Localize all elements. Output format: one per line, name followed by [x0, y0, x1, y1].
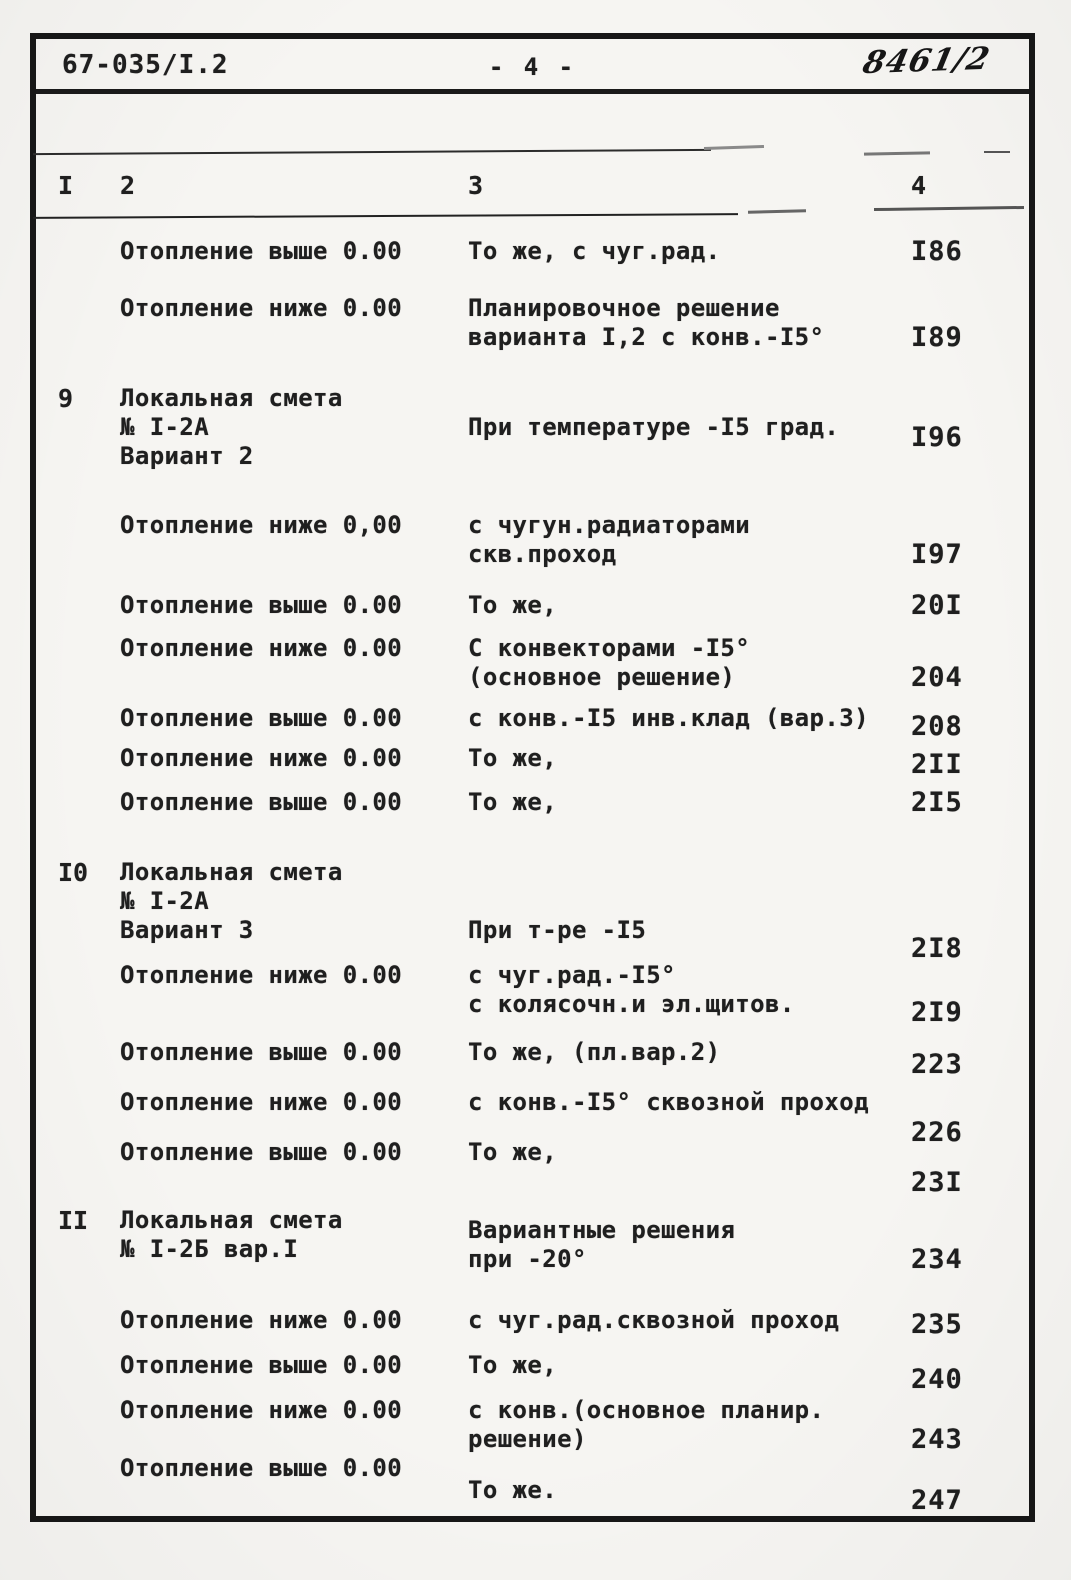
row-description — [468, 1138, 911, 1167]
table-row — [58, 858, 1029, 964]
row-subject — [120, 1396, 468, 1425]
column-header-4: 4 — [911, 171, 927, 200]
text-line: с чуг.рад.сквозной проход — [468, 1306, 840, 1334]
row-subject — [120, 1038, 468, 1067]
text-line: При температуре -I5 град. — [468, 413, 840, 441]
text-line: решение) — [468, 1425, 587, 1453]
row-description — [468, 744, 911, 773]
table-row — [58, 704, 1029, 742]
text-line: С конвекторами -I5° — [468, 634, 751, 662]
table-row — [58, 1088, 1029, 1148]
table-row — [58, 511, 1029, 569]
row-sheet-ref: 243 — [911, 1424, 963, 1455]
text-line: Отопление ниже 0.00 — [120, 1088, 403, 1116]
table-row — [58, 744, 1029, 780]
page-header-strip — [36, 39, 1029, 94]
row-subject — [120, 744, 468, 773]
row-item-number: II — [58, 1206, 89, 1235]
text-line: Отопление выше 0.00 — [120, 237, 403, 265]
table-row — [58, 1038, 1029, 1080]
row-sheet-ref: I96 — [911, 422, 963, 453]
text-line: № I-2А — [120, 413, 210, 441]
row-subject — [120, 1206, 468, 1264]
text-line: с колясочн.и эл.щитов. — [468, 990, 795, 1018]
text-line: Отопление выше 0.00 — [120, 1454, 403, 1482]
text-line: То же. — [468, 1476, 558, 1504]
row-sheet-ref: 2I9 — [911, 997, 963, 1028]
row-subject — [120, 961, 468, 990]
text-line: (основное решение) — [468, 663, 736, 691]
text-line: с чуг.рад.-I5° — [468, 961, 676, 989]
text-line: То же, — [468, 1138, 558, 1166]
table-row — [58, 1306, 1029, 1340]
row-description — [468, 591, 911, 620]
row-item-number: 9 — [58, 384, 74, 413]
row-description — [468, 1306, 911, 1335]
text-line: Вариант 3 — [120, 916, 254, 944]
row-subject — [120, 1138, 468, 1167]
text-line: Отопление выше 0.00 — [120, 1351, 403, 1379]
row-description — [468, 634, 911, 692]
text-line: № I-2Б вар.I — [120, 1235, 299, 1263]
text-line: Локальная смета — [120, 858, 343, 886]
row-description — [468, 788, 911, 817]
row-item-number: I0 — [58, 858, 89, 887]
row-sheet-ref: 2I5 — [911, 787, 963, 818]
text-line: Вариантные решения — [468, 1216, 736, 1244]
text-line: варианта I,2 с конв.-I5° — [468, 323, 825, 351]
table-row — [58, 384, 1029, 471]
text-line: с чугун.радиаторами — [468, 511, 751, 539]
ruled-line-upper-dash — [984, 151, 1010, 153]
text-line: при -20° — [468, 1245, 587, 1273]
row-description — [468, 704, 911, 733]
row-sheet-ref: 234 — [911, 1244, 963, 1275]
row-sheet-ref: 226 — [911, 1117, 963, 1148]
row-subject — [120, 858, 468, 945]
row-sheet-ref: I97 — [911, 539, 963, 570]
handwritten-mark: 8461/2 — [859, 40, 994, 82]
text-line: Отопление выше 0.00 — [120, 1038, 403, 1066]
ruled-line-header-dash — [748, 209, 806, 214]
page-frame — [30, 33, 1035, 1522]
row-sheet-ref: 240 — [911, 1364, 963, 1395]
text-line: Планировочное решение — [468, 294, 780, 322]
text-line: с конв.-I5° сквозной проход — [468, 1088, 869, 1116]
row-description — [468, 511, 911, 569]
table-row — [58, 294, 1029, 352]
row-sheet-ref: 2I8 — [911, 933, 963, 964]
row-sheet-ref: 2II — [911, 749, 963, 780]
text-line: То же, — [468, 788, 558, 816]
row-subject — [120, 1454, 468, 1483]
text-line: Отопление ниже 0.00 — [120, 1396, 403, 1424]
page-number: - 4 - — [488, 53, 577, 81]
text-line: Отопление ниже 0.00 — [120, 294, 403, 322]
table-row — [58, 591, 1029, 620]
row-subject — [120, 237, 468, 266]
row-sheet-ref: 204 — [911, 662, 963, 693]
text-line: № I-2А — [120, 887, 210, 915]
text-line: Отопление выше 0.00 — [120, 788, 403, 816]
text-line: Отопление ниже 0.00 — [120, 1306, 403, 1334]
text-line: Отопление ниже 0.00 — [120, 634, 403, 662]
text-line: Локальная смета — [120, 1206, 343, 1234]
text-line: То же, — [468, 744, 558, 772]
row-description — [468, 961, 911, 1019]
table-row — [58, 1396, 1029, 1454]
text-line: Отопление выше 0.00 — [120, 704, 403, 732]
row-subject — [120, 384, 468, 471]
table-rows — [36, 226, 1029, 1516]
row-subject — [120, 1088, 468, 1117]
text-line: Отопление ниже 0.00 — [120, 744, 403, 772]
table-row — [58, 788, 1029, 817]
row-subject — [120, 591, 468, 620]
text-line: При т-ре -I5 — [468, 916, 647, 944]
row-subject — [120, 1306, 468, 1335]
row-sheet-ref: 247 — [911, 1485, 963, 1516]
table-row — [58, 237, 1029, 266]
text-line: скв.проход — [468, 540, 617, 568]
row-subject — [120, 1351, 468, 1380]
ruled-line-header — [33, 213, 738, 219]
column-header-1: I — [58, 171, 74, 200]
table-row — [58, 1138, 1029, 1198]
row-subject — [120, 511, 468, 540]
text-line: То же, — [468, 1351, 558, 1379]
text-line: с конв.-I5 инв.клад (вар.3) — [468, 704, 869, 732]
row-subject — [120, 634, 468, 663]
row-description — [468, 1206, 911, 1274]
row-subject — [120, 788, 468, 817]
row-sheet-ref: 223 — [911, 1049, 963, 1080]
row-subject — [120, 704, 468, 733]
table-row — [58, 1351, 1029, 1395]
row-sheet-ref: 23I — [911, 1167, 963, 1198]
table-column-header-row — [36, 171, 1029, 200]
row-sheet-ref: 208 — [911, 711, 963, 742]
text-line: Отопление выше 0.00 — [120, 591, 403, 619]
table-row — [58, 961, 1029, 1028]
row-description — [468, 1088, 911, 1117]
ruled-line-upper-dash — [864, 151, 930, 155]
row-sheet-ref: 20I — [911, 590, 963, 621]
row-description — [468, 858, 911, 945]
row-description — [468, 1454, 911, 1505]
text-line: Отопление выше 0.00 — [120, 1138, 403, 1166]
row-description — [468, 1396, 911, 1454]
table-row — [58, 634, 1029, 692]
text-line: Вариант 2 — [120, 442, 254, 470]
column-header-2: 2 — [120, 171, 136, 200]
row-description — [468, 384, 911, 442]
row-description — [468, 237, 911, 266]
text-line: Отопление ниже 0,00 — [120, 511, 403, 539]
text-line: То же, — [468, 591, 558, 619]
ruled-line-upper-dash — [704, 145, 764, 150]
text-line: с конв.(основное планир. — [468, 1396, 825, 1424]
row-description — [468, 294, 911, 352]
row-sheet-ref: 235 — [911, 1309, 963, 1340]
text-line: То же, (пл.вар.2) — [468, 1038, 721, 1066]
row-subject — [120, 294, 468, 323]
row-sheet-ref: I86 — [911, 236, 963, 267]
row-sheet-ref: I89 — [911, 322, 963, 353]
column-header-3: 3 — [468, 171, 484, 200]
row-description — [468, 1351, 911, 1380]
text-line: Отопление ниже 0.00 — [120, 961, 403, 989]
table-row — [58, 1454, 1029, 1516]
ruled-line-header-dash — [874, 206, 1024, 211]
row-description — [468, 1038, 911, 1067]
text-line: Локальная смета — [120, 384, 343, 412]
document-code: 67-035/I.2 — [62, 50, 229, 80]
ruled-line-upper — [33, 149, 711, 155]
text-line: То же, с чуг.рад. — [468, 237, 721, 265]
table-row — [58, 1206, 1029, 1274]
